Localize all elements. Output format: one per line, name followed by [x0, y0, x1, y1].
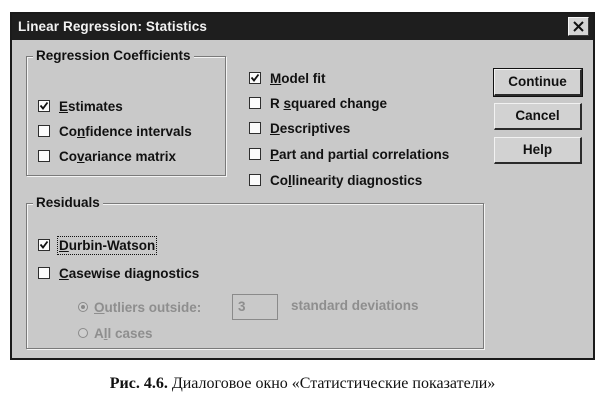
- r-squared-change-checkbox[interactable]: [249, 94, 387, 112]
- confidence-intervals-label: Confidence intervals: [59, 123, 192, 139]
- outliers-outside-radio[interactable]: [78, 298, 201, 316]
- standard-deviations-label: standard deviations: [291, 298, 419, 313]
- checkmark-icon: [39, 101, 49, 111]
- dialog-title: Linear Regression: Statistics: [18, 19, 207, 34]
- collinearity-diagnostics-checkbox[interactable]: [249, 171, 422, 189]
- all-cases-label: All cases: [94, 325, 153, 341]
- casewise-diagnostics-check-box[interactable]: [38, 267, 50, 279]
- model-fit-label: Model fit: [270, 70, 326, 86]
- descriptives-check-box[interactable]: [249, 122, 261, 134]
- outliers-outside-label: Outliers outside:: [94, 299, 202, 315]
- model-fit-checkbox[interactable]: [249, 69, 326, 87]
- model-fit-check-box[interactable]: [249, 72, 261, 84]
- covariance-matrix-check-box[interactable]: [38, 150, 50, 162]
- figure-number: Рис. 4.6.: [109, 375, 168, 392]
- part-partial-correlations-check-box[interactable]: [249, 148, 261, 160]
- r-squared-change-check-box[interactable]: [249, 97, 261, 109]
- casewise-diagnostics-label: Casewise diagnostics: [59, 265, 200, 281]
- collinearity-diagnostics-check-box[interactable]: [249, 174, 261, 186]
- dialog-body: [12, 40, 593, 358]
- all-cases-radio[interactable]: [78, 324, 153, 342]
- durbin-watson-label: Durbin-Watson: [59, 237, 156, 253]
- continue-button[interactable]: Continue: [494, 69, 582, 96]
- confidence-intervals-check-box[interactable]: [38, 125, 50, 137]
- estimates-checkbox[interactable]: [38, 97, 123, 115]
- collinearity-diagnostics-label: Collinearity diagnostics: [270, 172, 423, 188]
- close-icon: [573, 21, 584, 32]
- covariance-matrix-label: Covariance matrix: [59, 148, 177, 164]
- durbin-watson-check-box[interactable]: [38, 239, 50, 251]
- casewise-diagnostics-checkbox[interactable]: [38, 264, 199, 282]
- part-partial-correlations-checkbox[interactable]: [249, 145, 449, 163]
- close-button[interactable]: [568, 17, 589, 36]
- checkmark-icon: [39, 240, 49, 250]
- confidence-intervals-checkbox[interactable]: [38, 122, 192, 140]
- statistics-dialog: [10, 12, 595, 360]
- part-partial-correlations-label: Part and partial correlations: [270, 146, 450, 162]
- outliers-std-dev-input[interactable]: 3: [232, 294, 278, 320]
- regression-coefficients-legend: Regression Coefficients: [33, 48, 194, 63]
- residuals-legend: Residuals: [33, 195, 103, 210]
- estimates-check-box[interactable]: [38, 100, 50, 112]
- cancel-button[interactable]: Cancel: [494, 103, 582, 130]
- checkmark-icon: [250, 73, 260, 83]
- estimates-label: Estimates: [59, 98, 123, 114]
- outliers-outside-radio-dot[interactable]: [78, 302, 88, 312]
- covariance-matrix-checkbox[interactable]: [38, 147, 176, 165]
- all-cases-radio-dot[interactable]: [78, 328, 88, 338]
- durbin-watson-checkbox[interactable]: [38, 236, 155, 254]
- descriptives-checkbox[interactable]: [249, 119, 350, 137]
- help-button[interactable]: Help: [494, 137, 582, 164]
- descriptives-label: Descriptives: [270, 120, 351, 136]
- title-bar: [12, 14, 593, 40]
- figure-caption-text: Диалоговое окно «Статистические показатели»: [167, 375, 496, 392]
- r-squared-change-label: R squared change: [270, 95, 388, 111]
- figure-caption: [0, 375, 605, 393]
